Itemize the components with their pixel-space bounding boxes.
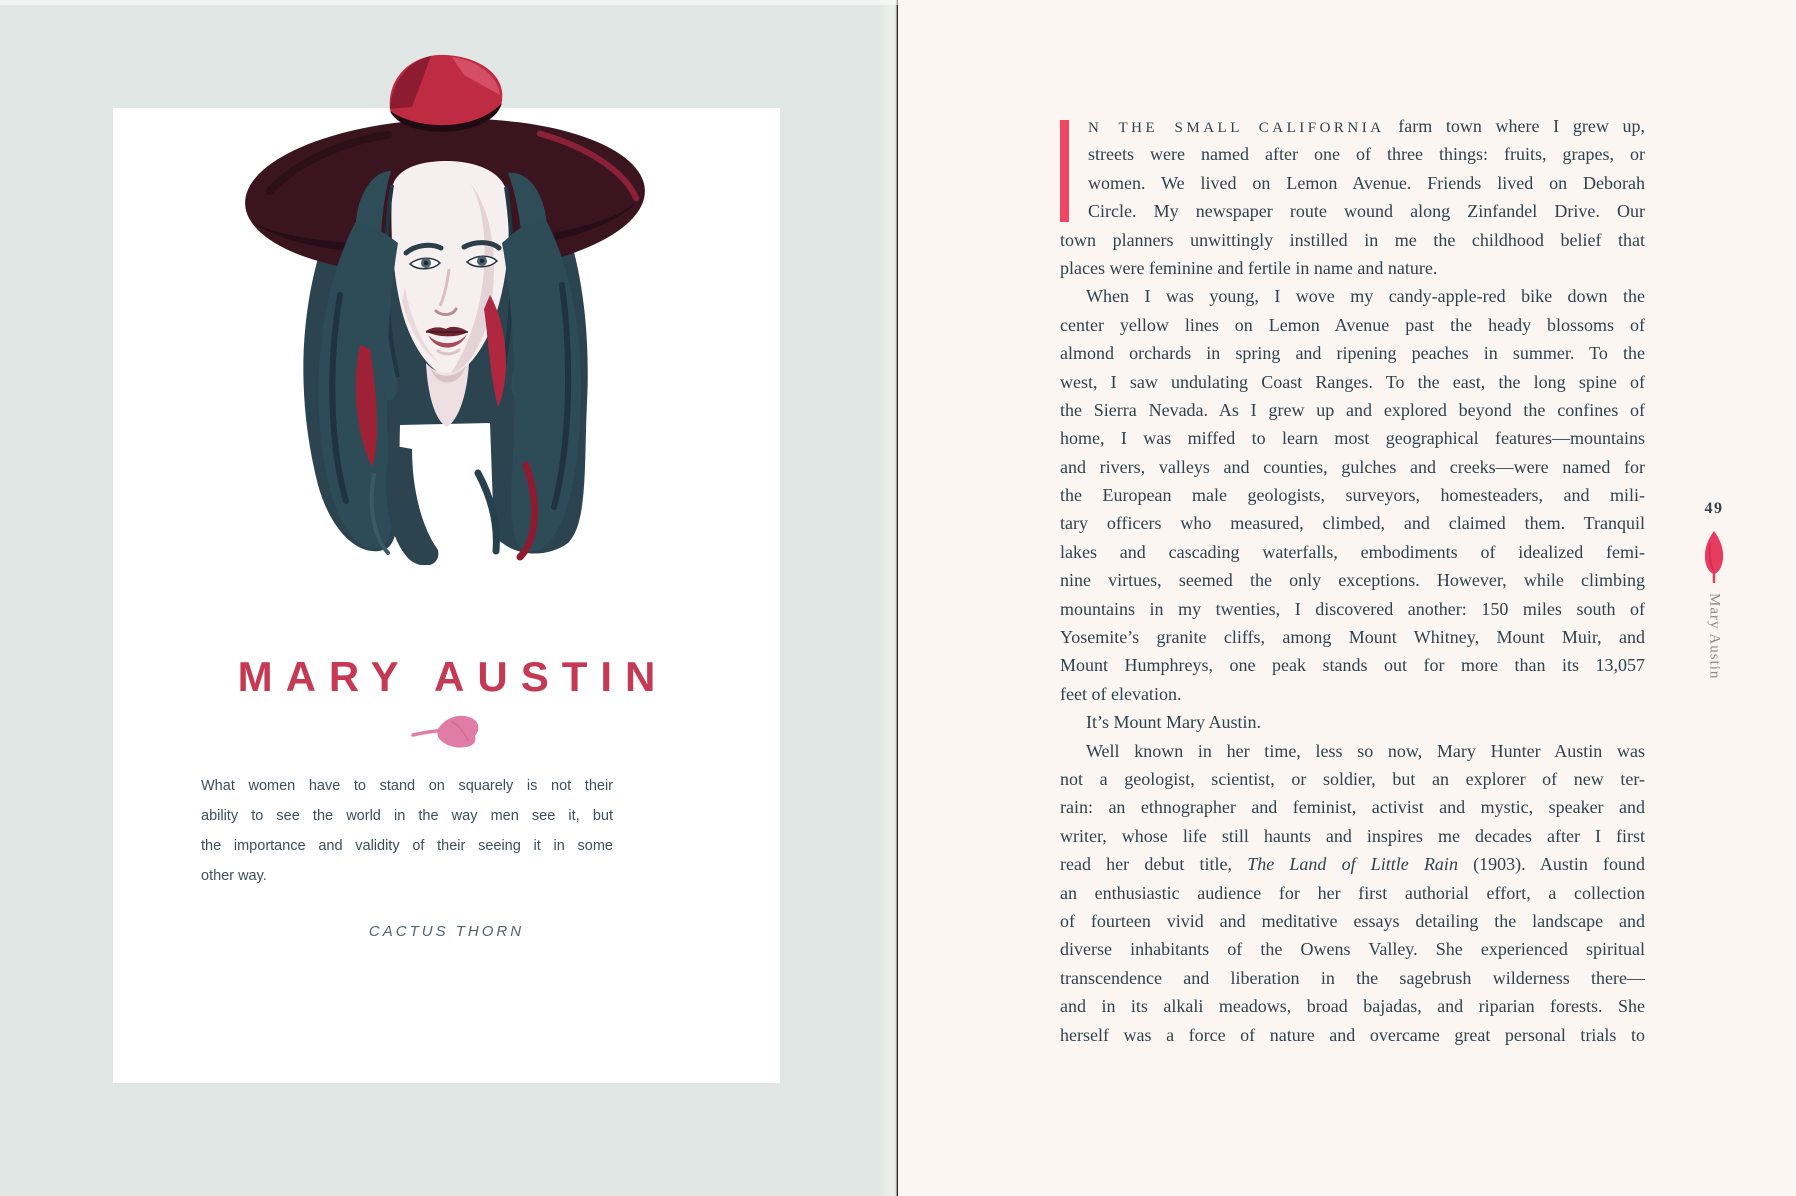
body-line: west, I saw undulating Coast Ranges. To the east, the long spine of bbox=[1060, 371, 1645, 392]
epigraph-quote bbox=[201, 771, 613, 891]
drop-cap-bar-icon bbox=[1060, 120, 1069, 222]
hat-crown bbox=[390, 55, 503, 132]
body-line: tary officers who measured, climbed, and claimed them. Tranquil bbox=[1060, 513, 1645, 534]
quote-line: the importance and validity of their seeing it in some bbox=[201, 838, 613, 854]
body-line: of fourteen vivid and meditative essays detailing the landscape and bbox=[1060, 910, 1645, 931]
quote-line: ability to see the world in the way men see it, but bbox=[201, 808, 613, 824]
leaf-ornament-icon bbox=[1701, 529, 1727, 583]
body-text bbox=[1060, 112, 1645, 1049]
body-line: women. We lived on Lemon Avenue. Friends lived on Deborah bbox=[1088, 172, 1645, 193]
right-page bbox=[898, 0, 1796, 1196]
quote-line: other way. bbox=[201, 868, 267, 884]
body-line: diverse inhabitants of the Owens Valley. She experienced spiritual bbox=[1060, 939, 1645, 960]
body-line: feet of elevation. bbox=[1060, 683, 1182, 704]
body-line: mountains in my twenties, I discovered another: 150 miles south of bbox=[1060, 598, 1645, 619]
body-line: transcendence and liberation in the sagebrush wilderness there— bbox=[1060, 967, 1645, 988]
page-number: 49 bbox=[1704, 500, 1724, 517]
leaf-ornament-icon bbox=[411, 711, 483, 753]
body-line: and in its alkali meadows, broad bajadas, and riparian forests. She bbox=[1060, 996, 1645, 1017]
body-line: It’s Mount Mary Austin. bbox=[1086, 712, 1262, 733]
body-line: herself was a force of nature and overcame great personal trials to bbox=[1060, 1024, 1645, 1045]
body-line: places were feminine and fertile in name and nature. bbox=[1060, 257, 1438, 278]
body-line: an enthusiastic audience for her first authorial effort, a collection bbox=[1060, 882, 1645, 903]
body-line: not a geologist, scientist, or soldier, but an explorer of new ter- bbox=[1060, 768, 1645, 789]
body-line: Mount Humphreys, one peak stands out for more than its 13,057 bbox=[1060, 655, 1645, 676]
body-line: read her debut title, The Land of Little Rain (1903). Austin found bbox=[1060, 854, 1645, 875]
body-line: center yellow lines on Lemon Avenue past the heady blossoms of bbox=[1060, 314, 1645, 335]
leaf-ornament bbox=[411, 711, 483, 758]
body-line: rain: an ethnographer and feminist, activist and mystic, speaker and bbox=[1060, 797, 1645, 818]
quote-line: What women have to stand on squarely is not their bbox=[201, 778, 613, 794]
body-line: writer, whose life still haunts and inspires me decades after I first bbox=[1060, 825, 1645, 846]
body-line: town planners unwittingly instilled in me the childhood belief that bbox=[1060, 229, 1645, 250]
portrait-illustration bbox=[240, 45, 650, 565]
small-caps-opener: N THE SMALL CALIFORNIA bbox=[1088, 120, 1385, 136]
body-line: Circle. My newspaper route wound along Zinfandel Drive. Our bbox=[1088, 201, 1645, 222]
body-line: When I was young, I wove my candy-apple-red bike down the bbox=[1086, 286, 1645, 307]
chapter-title: MARY AUSTIN bbox=[237, 653, 669, 700]
quote-attribution: CACTUS THORN bbox=[368, 923, 525, 940]
body-line: Yosemite’s granite cliffs, among Mount Whitney, Mount Muir, and bbox=[1060, 627, 1645, 648]
body-line: nine virtues, seemed the only exceptions. However, while climbing bbox=[1060, 570, 1645, 591]
body-line: N THE SMALL CALIFORNIA farm town where I grew up, bbox=[1088, 116, 1645, 136]
body-line: lakes and cascading waterfalls, embodiments of idealized femi- bbox=[1060, 541, 1645, 562]
running-header: Mary Austin bbox=[1706, 593, 1723, 680]
body-line: the Sierra Nevada. As I grew up and explored beyond the confines of bbox=[1060, 399, 1645, 420]
body-line: streets were named after one of three things: fruits, grapes, or bbox=[1088, 144, 1645, 165]
margin-column bbox=[1690, 500, 1738, 703]
body-line: the European male geologists, surveyors, homesteaders, and mili- bbox=[1060, 485, 1645, 506]
body-line: Well known in her time, less so now, Mary Hunter Austin was bbox=[1086, 740, 1645, 761]
body-line: and rivers, valleys and counties, gulches and creeks—were named for bbox=[1060, 456, 1645, 477]
body-line: home, I was miffed to learn most geographical features—mountains bbox=[1060, 428, 1645, 449]
body-line: almond orchards in spring and ripening peaches in summer. To the bbox=[1060, 343, 1645, 364]
